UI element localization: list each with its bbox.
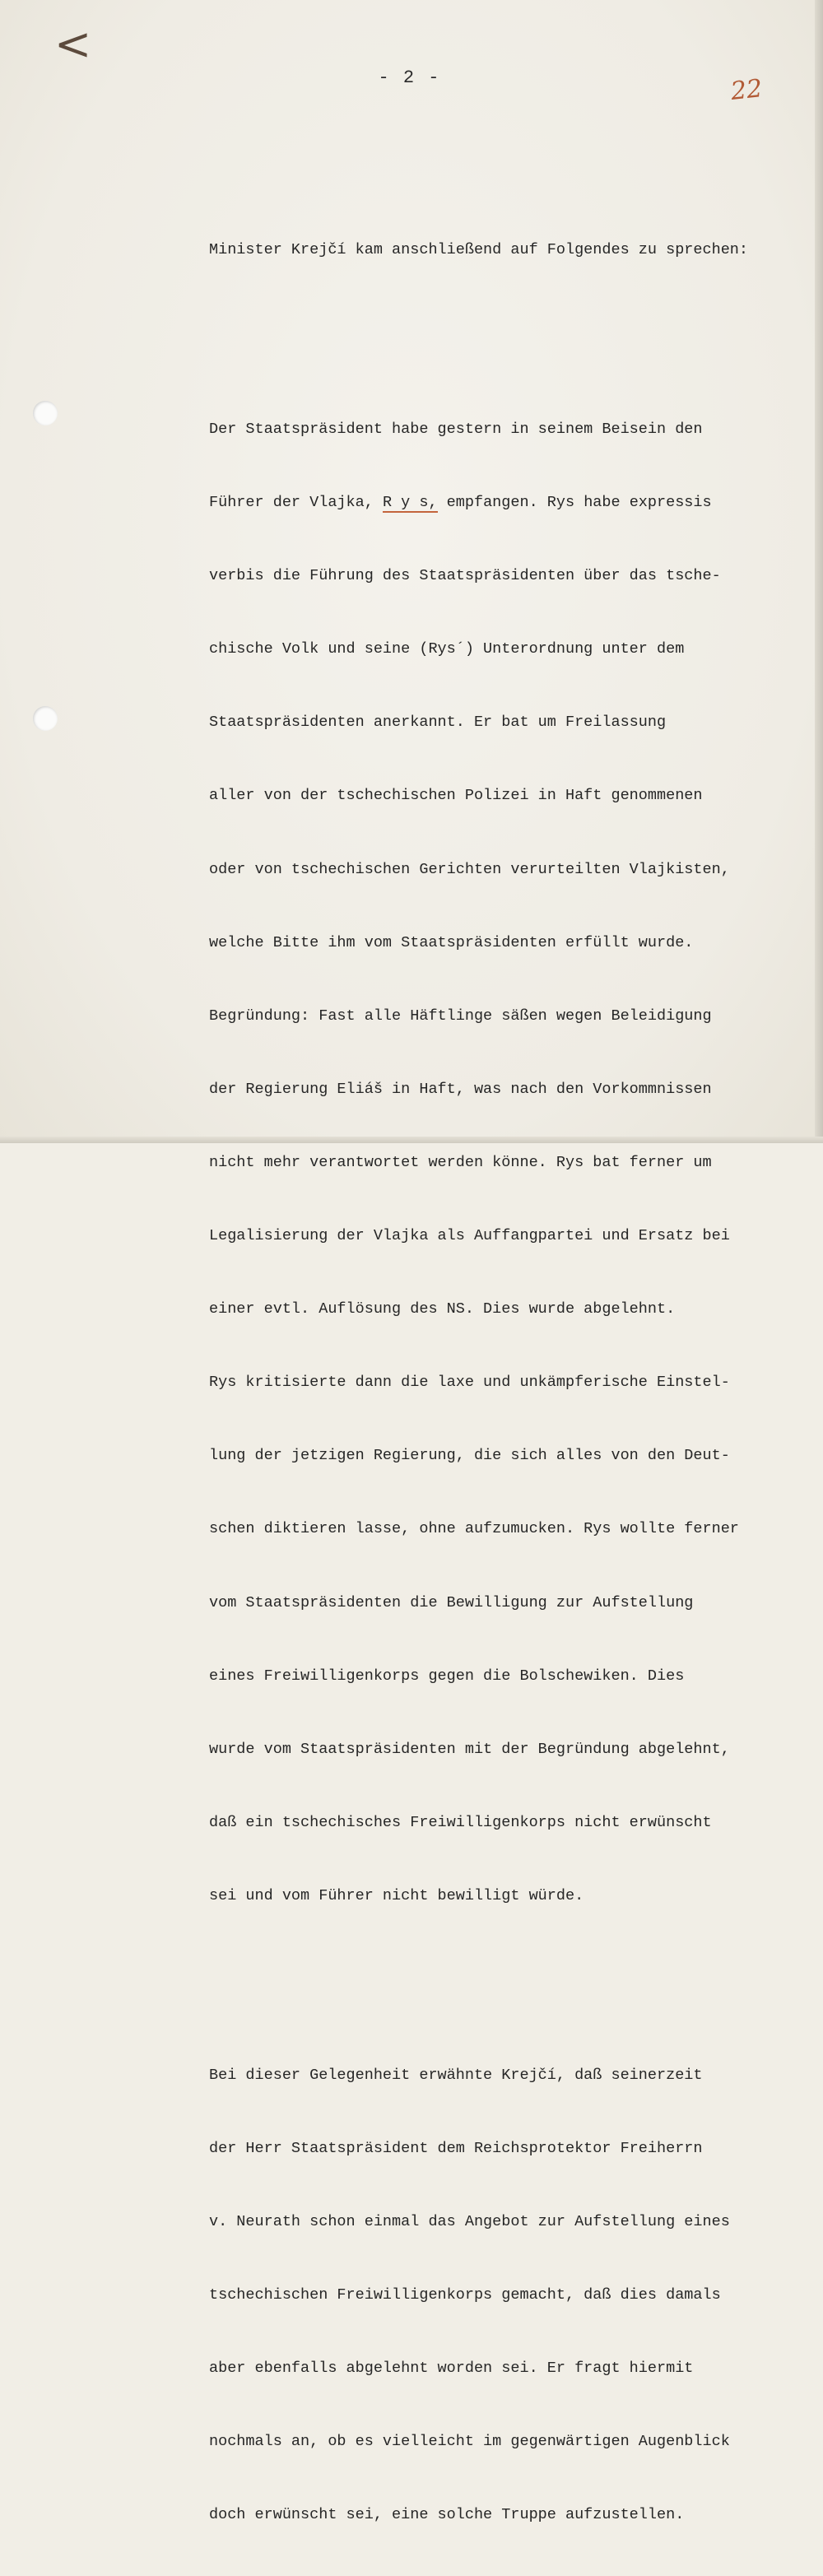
text-line: verbis die Führung des Staatspräsidenten über das tsche- [209, 567, 721, 585]
text-line: der Herr Staatspräsident dem Reichsprotektor Freiherrn [209, 2139, 703, 2157]
text-line: chische Volk und seine (Rys´) Unterordnung unter dem [209, 640, 685, 658]
text-segment: empfangen. Rys habe expressis [437, 494, 712, 512]
punch-hole-upper [33, 401, 58, 425]
paper-edge-right [815, 0, 823, 1143]
text-line: Rys kritisierte dann die laxe und unkämpferische Einstel- [209, 1374, 730, 1392]
text-line: welche Bitte ihm vom Staatspräsidenten erfüllt wurde. [209, 933, 694, 951]
text-line: Bei dieser Gelegenheit erwähnte Krejčí, daß seinerzeit [209, 2066, 703, 2084]
text-line: oder von tschechischen Gerichten verurteilten Vlajkisten, [209, 860, 730, 878]
text-segment: Führer der Vlajka, [209, 494, 383, 512]
text-line: aller von der tschechischen Polizei in Haft genommenen [209, 787, 703, 805]
typed-text-body [209, 165, 802, 2576]
text-line: sei und vom Führer nicht bewilligt würde. [209, 1886, 584, 1904]
text-line: wurde vom Staatspräsidenten mit der Begründung abgelehnt, [209, 1740, 730, 1758]
text-line: Begründung: Fast alle Häftlinge säßen wegen Beleidigung [209, 1007, 712, 1025]
text-line: Staatspräsidenten anerkannt. Er bat um Freilassung [209, 714, 667, 732]
page-number: - 2 - [378, 67, 441, 88]
text-line: daß ein tschechisches Freiwilligenkorps nicht erwünscht [209, 1813, 712, 1831]
text-line: nicht mehr verantwortet werden könne. Rys bat ferner um [209, 1153, 712, 1171]
text-line-with-underline [209, 491, 802, 515]
underlined-name-rys: R y s, [382, 494, 438, 512]
text-line: Legalisierung der Vlajka als Auffangpartei und Ersatz bei [209, 1227, 730, 1245]
text-line: der Regierung Eliáš in Haft, was nach den Vorkommnissen [209, 1080, 712, 1098]
text-line: schen diktieren lasse, ohne aufzumucken. Rys wollte ferner [209, 1520, 739, 1538]
punch-hole-lower [33, 706, 58, 731]
text-line: Der Staatspräsident habe gestern in seinem Beisein den [209, 421, 703, 439]
text-line: tschechischen Freiwilligenkorps gemacht, daß dies damals [209, 2286, 721, 2304]
text-line: doch erwünscht sei, eine solche Truppe aufzustellen. [209, 2506, 685, 2524]
text-line: vom Staatspräsidenten die Bewilligung zur Aufstellung [209, 1593, 694, 1611]
corner-pencil-mark: < [54, 18, 92, 70]
text-line: Minister Krejčí kam anschließend auf Folgendes zu sprechen: [209, 241, 749, 259]
text-line: aber ebenfalls abgelehnt worden sei. Er fragt hiermit [209, 2360, 694, 2378]
text-line: v. Neurath schon einmal das Angebot zur Aufstellung eines [209, 2212, 730, 2230]
archive-number-handwritten: 22 [729, 74, 764, 106]
text-line: eines Freiwilligenkorps gegen die Bolschewiken. Dies [209, 1667, 685, 1685]
text-line: nochmals an, ob es vielleicht im gegenwärtigen Augenblick [209, 2433, 730, 2451]
text-line: einer evtl. Auflösung des NS. Dies wurde abgelehnt. [209, 1300, 676, 1318]
text-line: lung der jetzigen Regierung, die sich alles von den Deut- [209, 1447, 730, 1465]
